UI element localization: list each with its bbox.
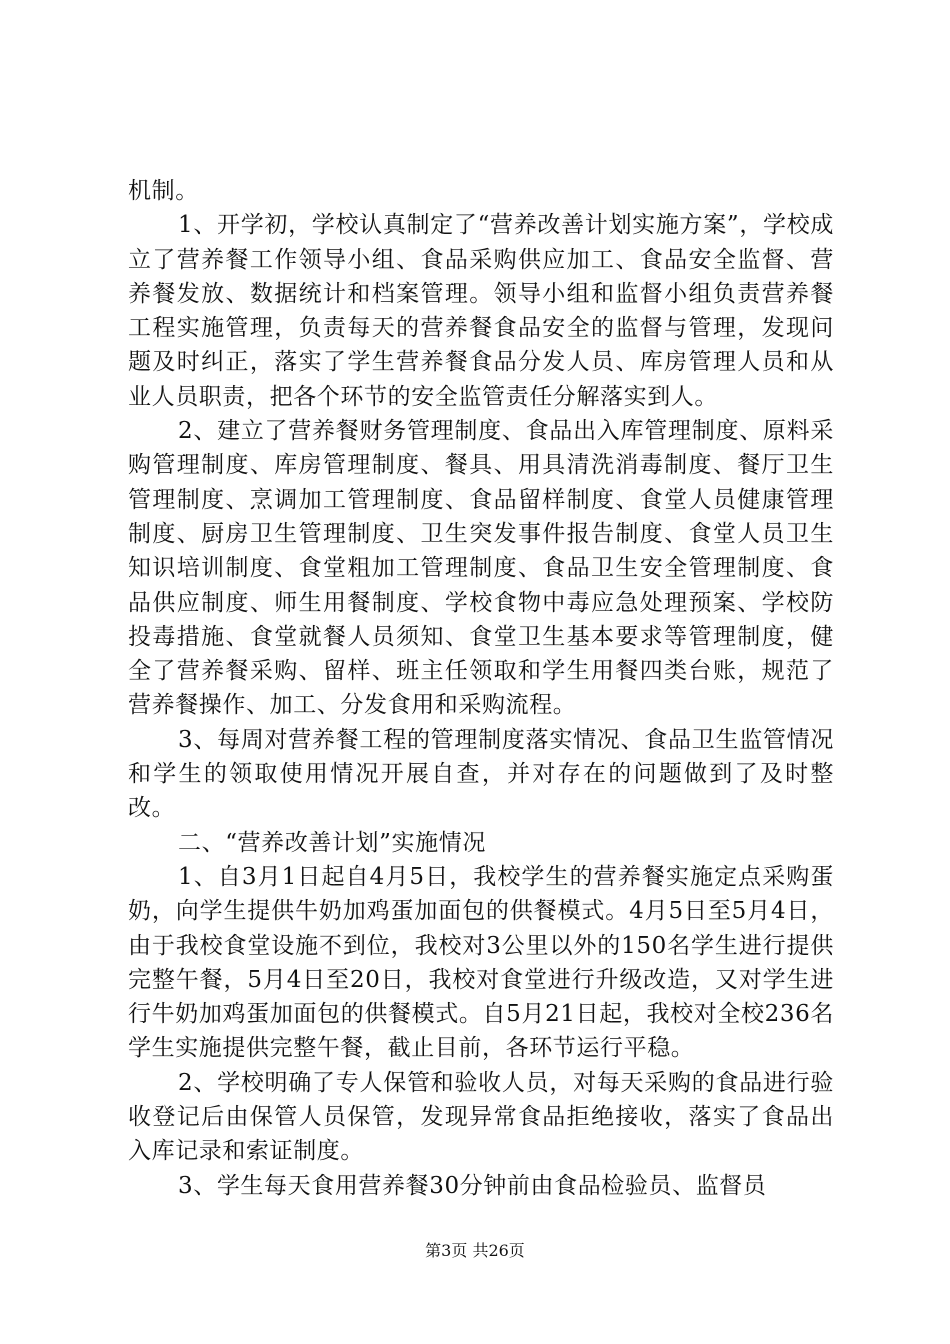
paragraph-3: 2、建立了营养餐财务管理制度、食品出入库管理制度、原料采购管理制度、库房管理制度、餐具、用具清洗消毒制度、餐厅卫生管理制度、烹调加工管理制度、食品留样制度、食堂人员健康管理制度、厨房卫生管理制度、卫生突发事件报告制度、食堂人员卫生知识培训制度、食堂粗加工管理制度、食品卫生安全管理制度、食品供应制度、师生用餐制度、学校食物中毒应急处理预案、学校防投毒措施、食堂就餐人员须知、食堂卫生基本要求等管理制度，健全了营养餐采购、留样、班主任领取和学生用餐四类台账，规范了营养餐操作、加工、分发食用和采购流程。 (128, 418, 834, 719)
paragraph-6: 2、学校明确了专人保管和验收人员，对每天采购的食品进行验收登记后由保管人员保管，发现异常食品拒绝接收，落实了食品出入库记录和索证制度。 (128, 1069, 834, 1165)
page-footer (0, 1240, 950, 1262)
document-body (128, 174, 834, 1203)
paragraph-5: 1、自3月1日起自4月5日，我校学生的营养餐实施定点采购蛋奶，向学生提供牛奶加鸡蛋加面包的供餐模式。4月5日至5月4日，由于我校食堂设施不到位，我校对3公里以外的150名学生进行提供完整午餐，5月4日至20日，我校对食堂进行升级改造，又对学生进行牛奶加鸡蛋加面包的供餐模式。自5月21日起，我校对全校236名学生实施提供完整午餐，截止目前，各环节运行平稳。 (128, 863, 834, 1062)
paragraph-2: 1、开学初，学校认真制定了“营养改善计划实施方案”，学校成立了营养餐工作领导小组、食品采购供应加工、食品安全监督、营养餐发放、数据统计和档案管理。领导小组和监督小组负责营养餐工程实施管理，负责每天的营养餐食品安全的监督与管理，发现问题及时纠正，落实了学生营养餐食品分发人员、库房管理人员和从业人员职责，把各个环节的安全监管责任分解落实到人。 (128, 212, 834, 410)
section-heading: 二、“营养改善计划”实施情况 (178, 829, 486, 856)
paragraph-1: 机制。 (128, 178, 199, 204)
paragraph-7: 3、学生每天食用营养餐30分钟前由食品检验员、监督员 (178, 1172, 767, 1199)
paragraph-4: 3、每周对营养餐工程的管理制度落实情况、食品卫生监管情况和学生的领取使用情况开展自查，并对存在的问题做到了及时整改。 (128, 726, 834, 822)
page-number-label: 第3页 共26页 (425, 1241, 525, 1260)
